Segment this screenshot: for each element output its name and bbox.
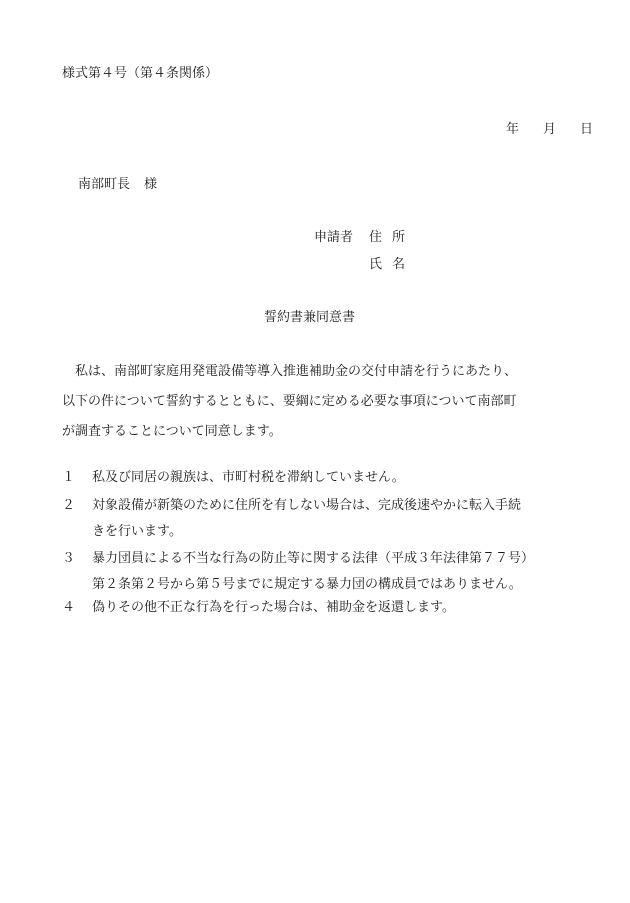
- item-text: 暴力団員による不当な行為の防止等に関する法律（平成３年法律第７７号）: [92, 551, 535, 566]
- item-text: 対象設備が新築のために住所を有しない場合は、完成後速やかに転入手続: [92, 498, 522, 513]
- item-text: 私及び同居の親族は、市町村税を滞納していません。: [92, 470, 405, 485]
- item-number: ３: [62, 551, 76, 566]
- item-text: 偽りその他不正な行為を行った場合は、補助金を返還します。: [92, 600, 455, 615]
- form-number: 様式第４号（第４条関係）: [62, 66, 219, 81]
- item-number: ２: [62, 498, 76, 513]
- address-label-char-2: 所: [392, 230, 406, 245]
- paragraph-line-3: が調査することについて同意します。: [62, 424, 282, 439]
- date-line: [494, 123, 593, 136]
- pledge-item: [62, 546, 534, 598]
- item-number: ４: [62, 600, 76, 615]
- pledge-item: [62, 493, 521, 545]
- addressee-honorific: 様: [144, 177, 158, 192]
- pledge-paragraph: [62, 357, 582, 447]
- item-text-continued: 第２条第２号から第５号までに規定する暴力団の構成員ではありません。: [92, 577, 522, 592]
- pledge-item: [62, 595, 455, 621]
- pledge-item: [62, 465, 405, 491]
- paragraph-line-2: 以下の件について誓約するとともに、要綱に定める必要な事項について南部町: [62, 394, 517, 409]
- item-text-continued: きを行います。: [92, 524, 182, 539]
- date-month-label: 月: [543, 122, 557, 137]
- addressee: [78, 178, 157, 191]
- date-day-label: 日: [580, 122, 594, 137]
- name-label-char-1: 氏: [369, 257, 383, 272]
- address-label-char-1: 住: [369, 230, 383, 245]
- applicant-label: 申請者: [314, 230, 354, 245]
- name-label-char-2: 名: [392, 257, 406, 272]
- name-label: [369, 258, 405, 271]
- date-year-label: 年: [506, 122, 520, 137]
- paragraph-line-1: 私は、南部町家庭用発電設備等導入推進補助金の交付申請を行うにあたり、: [62, 364, 518, 379]
- document-title: 誓約書兼同意書: [264, 310, 356, 325]
- address-label: [369, 231, 405, 244]
- addressee-name: 南部町長: [78, 177, 131, 192]
- item-number: １: [62, 470, 76, 485]
